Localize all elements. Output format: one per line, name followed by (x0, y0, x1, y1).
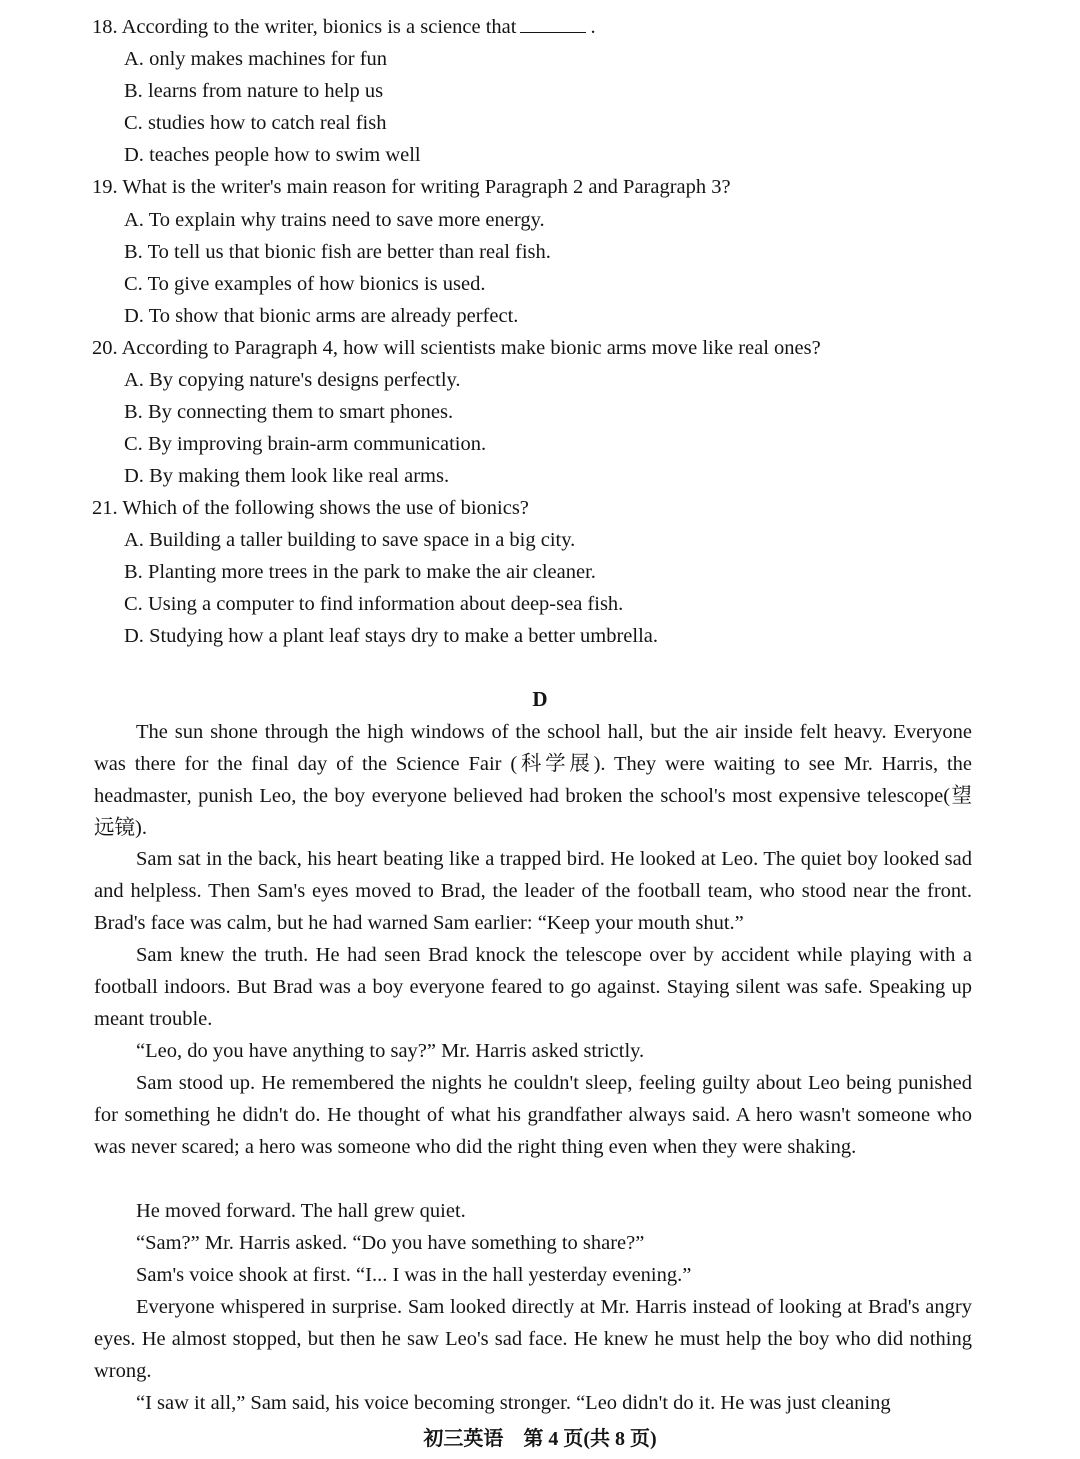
passage-paragraph-8: Sam's voice shook at first. “I... I was in the hall yesterday evening.” (136, 1264, 692, 1286)
option-letter: B. (124, 80, 143, 102)
option-18d (124, 140, 421, 172)
passage-paragraph-3: Sam knew the truth. He had seen Brad knock the telescope over by accident while playing with a football indoors. But Brad was a boy everyone feared to go against. Staying silent was safe. Speaking up meant trouble. (94, 944, 972, 1030)
option-19d (124, 301, 518, 333)
question-number: 21. (92, 497, 118, 519)
option-letter: D. (124, 465, 144, 487)
option-19b (124, 237, 551, 269)
option-letter: C. (124, 593, 143, 615)
option-text: teaches people how to swim well (149, 144, 421, 166)
question-19 (92, 172, 731, 204)
passage-paragraph-9: Everyone whispered in surprise. Sam looked directly at Mr. Harris instead of looking at Brad's angry eyes. He almost stopped, but then he saw Leo's sad face. He knew he must help the boy who did nothing wrong. (94, 1296, 972, 1382)
option-text: studies how to catch real fish (147, 112, 387, 134)
question-stem-end: . (590, 16, 596, 38)
section-heading: D (532, 687, 548, 711)
option-letter: A. (124, 369, 144, 391)
option-letter: C. (124, 273, 143, 295)
option-19c (124, 269, 485, 301)
option-text: Planting more trees in the park to make the air cleaner. (147, 561, 596, 583)
question-number: 20. (92, 337, 118, 359)
option-text: To show that bionic arms are already perfect. (148, 305, 519, 327)
option-letter: A. (124, 529, 144, 551)
option-text: To tell us that bionic fish are better than real fish. (147, 241, 551, 263)
option-18a (124, 44, 387, 76)
option-19a (124, 205, 545, 237)
option-text: learns from nature to help us (147, 80, 384, 102)
option-letter: D. (124, 625, 144, 647)
passage-paragraph-7: “Sam?” Mr. Harris asked. “Do you have something to share?” (136, 1232, 645, 1254)
option-18b (124, 76, 383, 108)
answer-blank (520, 14, 586, 33)
option-text: By copying nature's designs perfectly. (149, 369, 461, 391)
question-21 (92, 493, 529, 525)
passage-paragraph-5: Sam stood up. He remembered the nights he couldn't sleep, feeling guilty about Leo being punished for something he didn't do. He thought of what his grandfather always said. A hero wasn't someone who was never scared; a hero was someone who did the right thing even when they were shaking. (94, 1072, 972, 1158)
option-20d (124, 461, 449, 493)
option-text: Using a computer to find information about deep-sea fish. (147, 593, 624, 615)
passage-paragraph-6: He moved forward. The hall grew quiet. (136, 1200, 466, 1222)
option-letter: B. (124, 401, 143, 423)
page-footer: 初三英语 第 4 页(共 8 页) (423, 1428, 657, 1450)
option-text: By making them look like real arms. (149, 465, 450, 487)
option-text: To give examples of how bionics is used. (147, 273, 486, 295)
option-text: To explain why trains need to save more energy. (148, 209, 545, 231)
question-stem: According to Paragraph 4, how will scientists make bionic arms move like real ones? (121, 337, 821, 359)
question-stem: What is the writer's main reason for writing Paragraph 2 and Paragraph 3? (122, 176, 731, 198)
option-20c (124, 429, 486, 461)
passage-paragraph-10: “I saw it all,” Sam said, his voice becoming stronger. “Leo didn't do it. He was just cleaning (136, 1392, 891, 1414)
passage-paragraph-1: The sun shone through the high windows of the school hall, but the air inside felt heavy. Everyone was there for the final day of the Science Fair (科学展). They were waiting to see Mr. Harris, the headmaster, punish Leo, the boy everyone believed had broken the school's most expensive telescope(望远镜). (94, 721, 972, 839)
question-number: 19. (92, 176, 118, 198)
option-text: By connecting them to smart phones. (147, 401, 454, 423)
passage-paragraph-2: Sam sat in the back, his heart beating like a trapped bird. He looked at Leo. The quiet boy looked sad and helpless. Then Sam's eyes moved to Brad, the leader of the football team, who stood near the front. Brad's face was calm, but he had warned Sam earlier: “Keep your mouth shut.” (94, 848, 972, 934)
option-18c (124, 108, 386, 140)
question-20 (92, 333, 821, 365)
option-21b (124, 557, 596, 589)
option-letter: B. (124, 241, 143, 263)
option-21c (124, 589, 623, 621)
option-letter: C. (124, 433, 143, 455)
option-20a (124, 365, 461, 397)
question-number: 18. (92, 16, 118, 38)
option-text: By improving brain-arm communication. (147, 433, 487, 455)
option-21a (124, 525, 575, 557)
question-stem: Which of the following shows the use of bionics? (122, 497, 529, 519)
option-text: Studying how a plant leaf stays dry to make a better umbrella. (149, 625, 659, 647)
option-21d (124, 621, 658, 653)
option-letter: D. (124, 305, 144, 327)
question-18 (92, 12, 596, 44)
option-text: only makes machines for fun (149, 48, 388, 70)
option-letter: B. (124, 561, 143, 583)
passage-paragraph-4: “Leo, do you have anything to say?” Mr. Harris asked strictly. (136, 1040, 645, 1062)
option-letter: A. (124, 209, 144, 231)
question-stem: According to the writer, bionics is a science that (121, 16, 517, 38)
option-letter: C. (124, 112, 143, 134)
option-20b (124, 397, 453, 429)
option-letter: D. (124, 144, 144, 166)
option-letter: A. (124, 48, 144, 70)
option-text: Building a taller building to save space in a big city. (149, 529, 576, 551)
